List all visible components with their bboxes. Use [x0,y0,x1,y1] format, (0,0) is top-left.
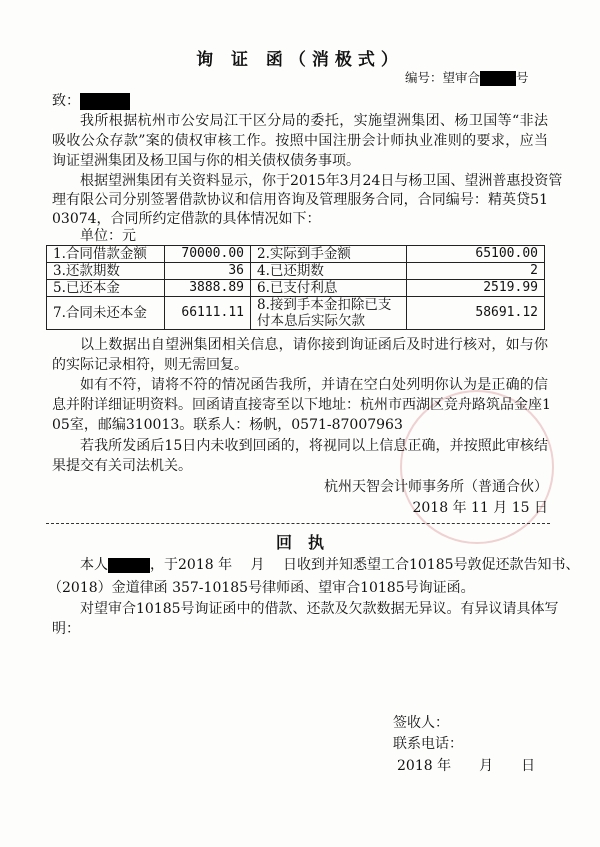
redaction [108,558,150,573]
receipt-date: 2018 年 月 日 [397,758,536,774]
table-cell: 2.实际到手金额 [251,246,407,263]
unit-label: 单位：元 [80,228,136,244]
table-row [47,280,545,297]
table-cell: 3888.89 [165,280,251,297]
receipt-line: （2018）金道律函 357-10185号律师函、望审合10185号询证函。 [48,580,475,596]
table-cell: 2 [407,263,545,280]
table-cell: 5.已还本金 [47,280,165,297]
table-row [47,297,545,330]
signature: 杭州天智会计师事务所（普通合伙） [324,479,548,495]
receipt-prefix: 本人 [80,557,108,573]
paragraph-line: 05室，邮编310013。联系人：杨帆，0571-87007963 [52,417,403,433]
receipt-line: 对望审合10185号询证函中的借款、还款及欠款数据无异议。有异议请具体写 [80,601,559,617]
table-cell: 8.接到手本金扣除已支付本息后实际欠款 [251,297,407,330]
to-label: 致： [52,93,80,109]
document-number [405,69,529,87]
receipt-line: 明： [52,621,80,637]
receipt-title: 回 执 [275,533,324,552]
tear-line [46,523,550,524]
recipient [52,92,130,110]
redaction [80,93,130,110]
issue-date: 2018 年 11 月 15 日 [412,500,548,516]
table-cell: 4.已还期数 [251,263,407,280]
table-cell: 7.合同未还本金 [47,297,165,330]
signer-label: 签收人： [393,715,449,731]
table-row [47,263,545,280]
paragraph-line: 以上数据出自望洲集团相关信息，请你接到询证函后及时进行核对，如与你 [80,337,548,353]
phone-label: 联系电话： [393,736,463,752]
table-cell: 1.合同借款金额 [47,246,165,263]
paragraph-line: 根据望洲集团有关资料显示，你于2015年3月24日与杨卫国、望洲普惠投资管 [80,173,563,189]
paragraph-line: 的实际记录相符，则无需回复。 [52,357,248,373]
table-cell: 2519.99 [407,280,545,297]
paragraph-line: 息并附详细证明资料。回函请直接寄至以下地址：杭州市西湖区竞舟路筑品金座1 [52,397,551,413]
paragraph-line: 我所根据杭州市公安局江干区分局的委托，实施望洲集团、杨卫国等“非法 [80,113,548,129]
table-cell: 70000.00 [165,246,251,263]
table-cell: 3.还款期数 [47,263,165,280]
number-suffix: 号 [516,70,529,85]
paragraph-line: 吸收公众存款”案的债权审核工作。按照中国注册会计师执业准则的要求，应当 [52,133,548,149]
page-title: 询 证 函（消极式） [196,50,404,70]
paragraph-line: 03074，合同所约定借款的具体情况如下： [52,211,321,227]
paragraph-line: 果提交有关司法机关。 [52,458,192,474]
number-label: 编号：望审合 [405,70,481,85]
paragraph-line: 理有限公司分别签署借款协议和信用咨询及管理服务合同，合同编号：精英贷51 [52,192,548,208]
paragraph-line: 如有不符，请将不符的情况函告我所，并请在空白处列明你认为是正确的信 [80,377,548,393]
paragraph-line: 询证望洲集团及杨卫国与你的相关债权债务事项。 [52,153,360,169]
table-row [47,246,545,263]
loan-table [46,245,545,330]
redaction [480,71,516,86]
table-cell: 6.已支付利息 [251,280,407,297]
table-cell: 36 [165,263,251,280]
table-cell: 58691.12 [407,297,545,330]
table-cell: 66111.11 [165,297,251,330]
table-cell: 65100.00 [407,246,545,263]
paragraph-line: 若我所发函后15日内未收到回函的，将视同以上信息正确，并按照此审核结 [80,438,548,454]
receipt-text: ，于2018 年 月 日收到并知悉望工合10185号敦促还款告知书、 [150,557,580,573]
receipt-line [80,556,580,574]
